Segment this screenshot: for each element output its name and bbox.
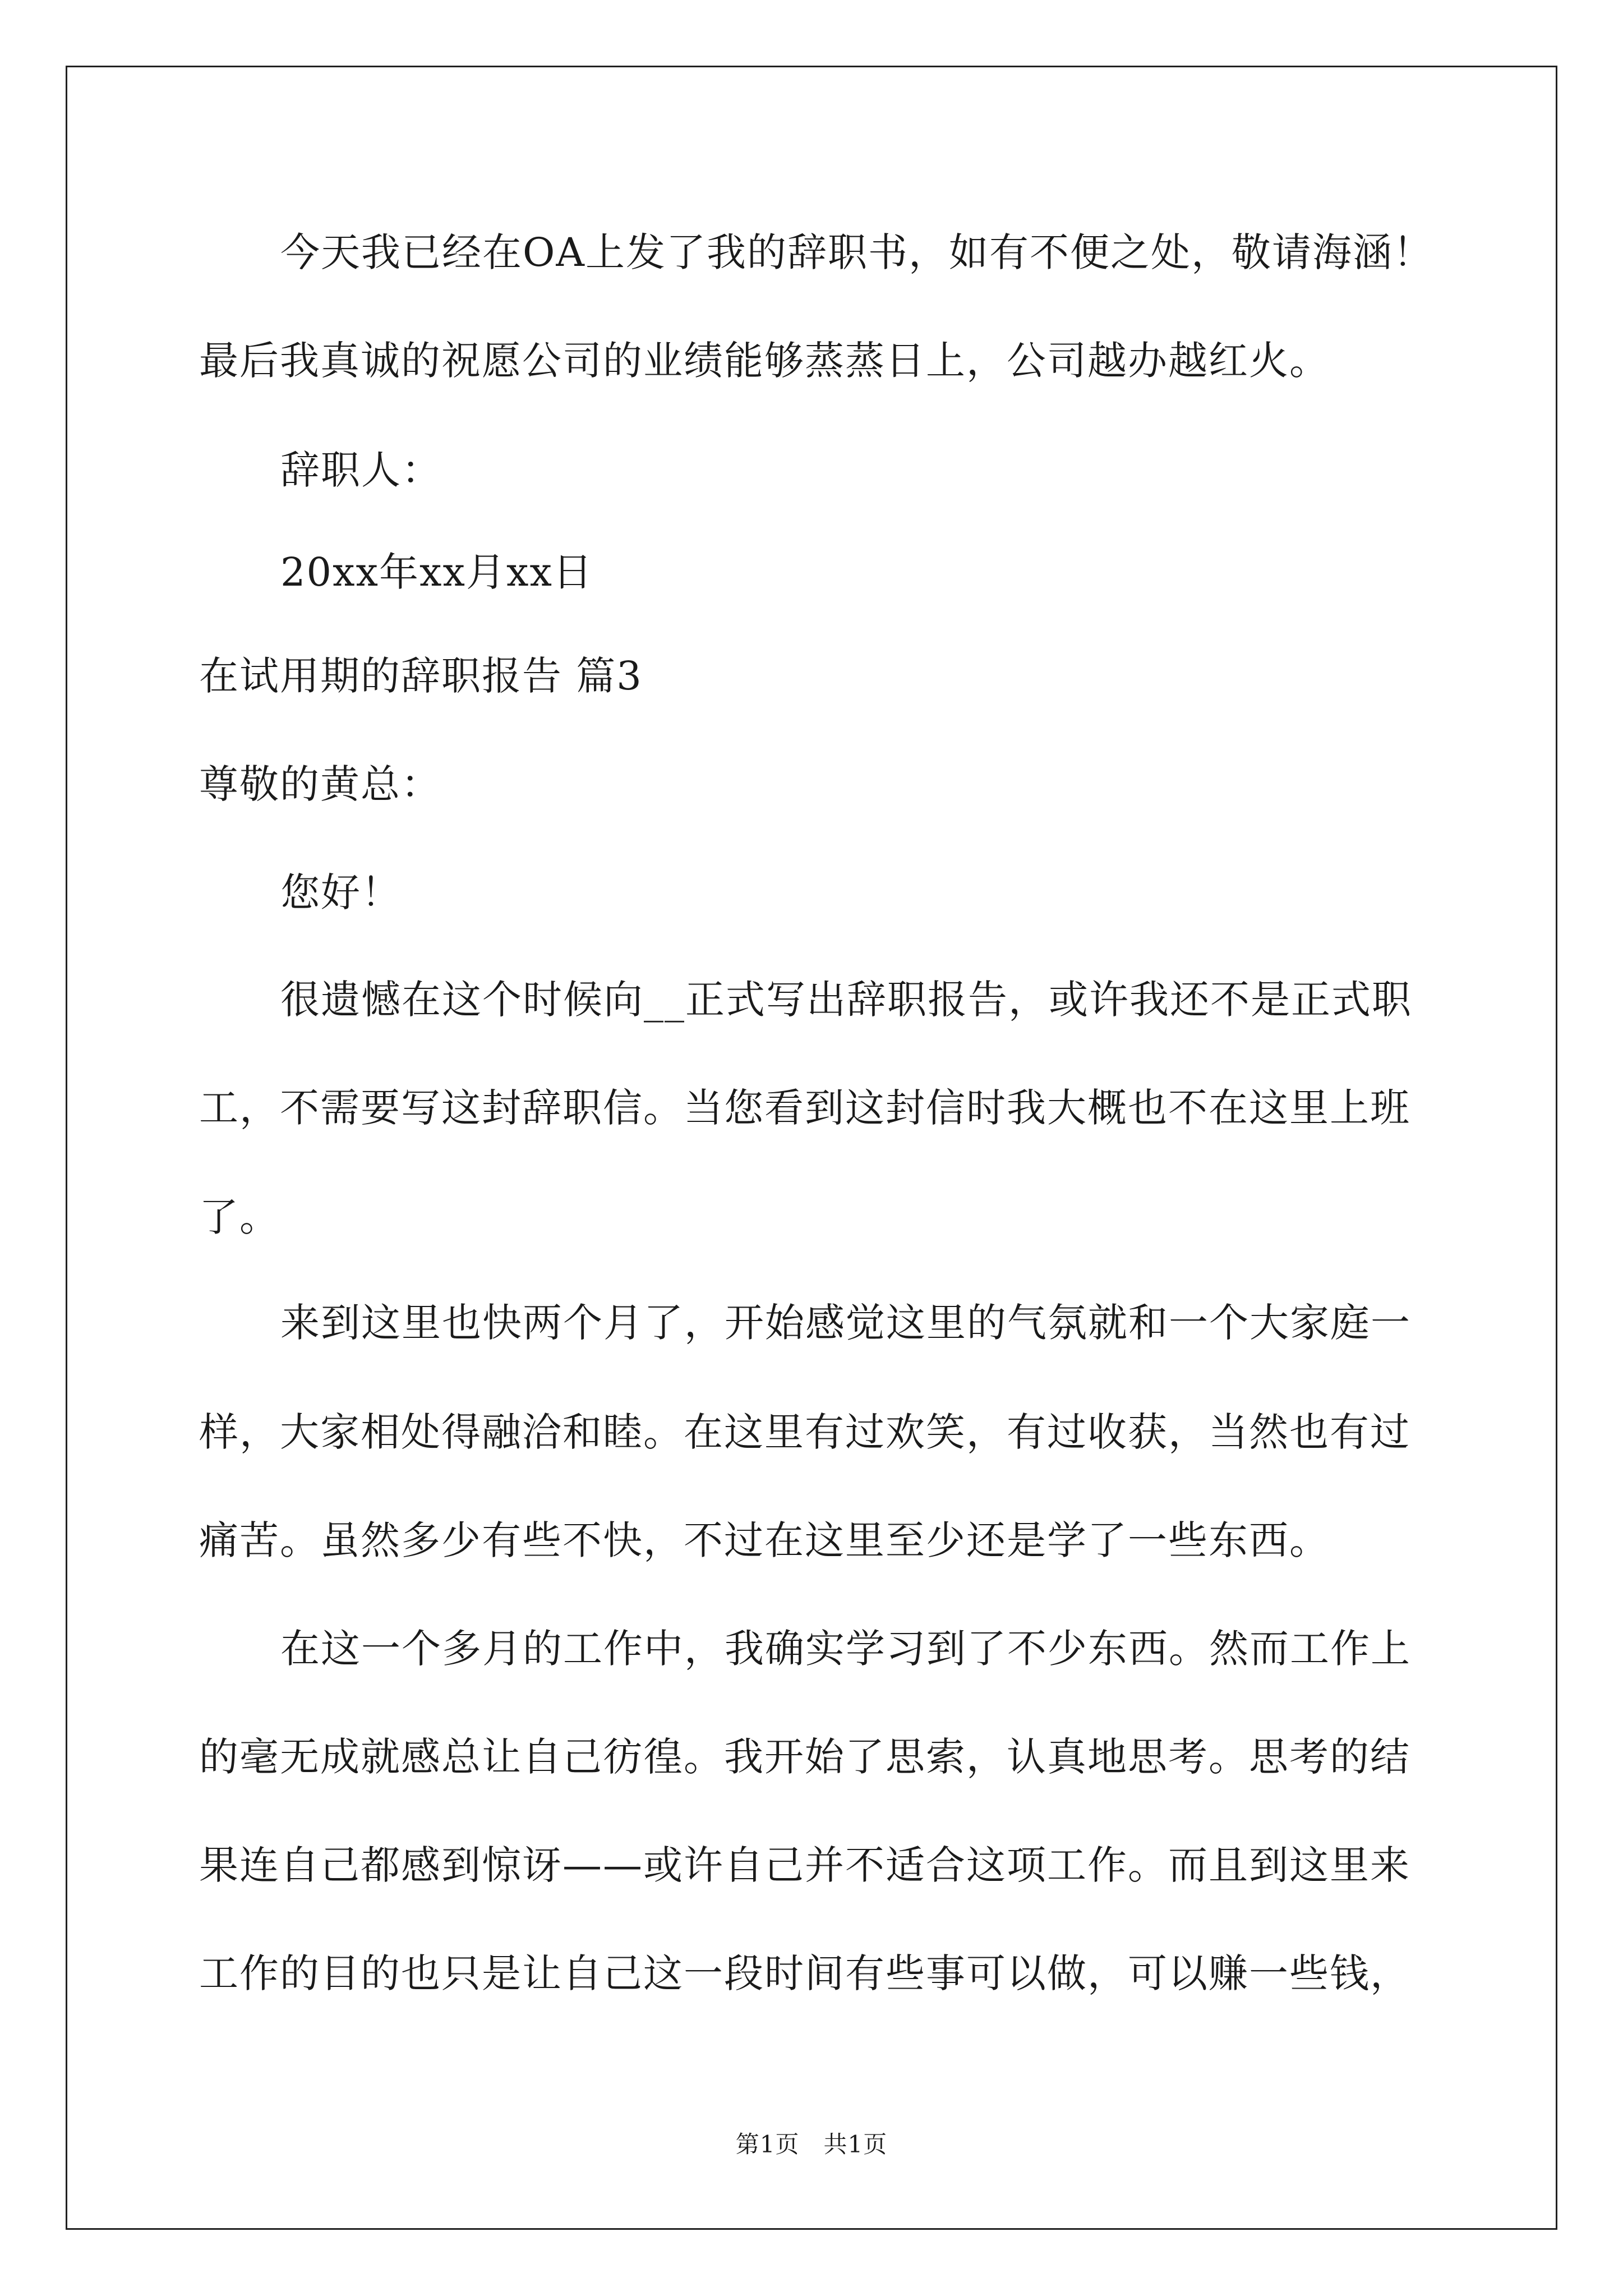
signature-label: 辞职人： (280, 447, 442, 493)
salutation: 尊敬的黄总： (199, 761, 441, 807)
paragraph-line: 痛苦。虽然多少有些不快，不过在这里至少还是学了一些东西。 (199, 1517, 1330, 1563)
paragraph-line: 工，不需要写这封辞职信。当您看到这封信时我大概也不在这里上班 (199, 1085, 1410, 1131)
paragraph-line: 样，大家相处得融洽和睦。在这里有过欢笑，有过收获，当然也有过 (199, 1409, 1410, 1455)
paragraph-line: 最后我真诚的祝愿公司的业绩能够蒸蒸日上，公司越办越红火。 (199, 338, 1330, 384)
paragraph-line: 今天我已经在OA上发了我的辞职书，如有不便之处，敬请海涵！ (280, 229, 1433, 275)
paragraph-line: 果连自己都感到惊讶——或许自己并不适合这项工作。而且到这里来 (199, 1842, 1410, 1888)
date-line: 20xx年xx月xx日 (280, 549, 593, 595)
paragraph-line: 在这一个多月的工作中，我确实学习到了不少东西。然而工作上 (280, 1626, 1411, 1672)
page-number-footer: 第1页 共1页 (735, 2131, 888, 2158)
paragraph-line: 来到这里也快两个月了，开始感觉这里的气氛就和一个大家庭一 (280, 1300, 1411, 1346)
paragraph-line: 工作的目的也只是让自己这一段时间有些事可以做，可以赚一些钱， (199, 1950, 1410, 1996)
page-border (66, 66, 1557, 2230)
paragraph-line: 了。 (199, 1194, 280, 1240)
section-heading: 在试用期的辞职报告 篇3 (199, 653, 643, 699)
greeting: 您好！ (280, 869, 402, 915)
paragraph-line: 很遗憾在这个时候向__正式写出辞职报告，或许我还不是正式职 (280, 977, 1412, 1023)
paragraph-line: 的毫无成就感总让自己彷徨。我开始了思索，认真地思考。思考的结 (199, 1734, 1410, 1780)
